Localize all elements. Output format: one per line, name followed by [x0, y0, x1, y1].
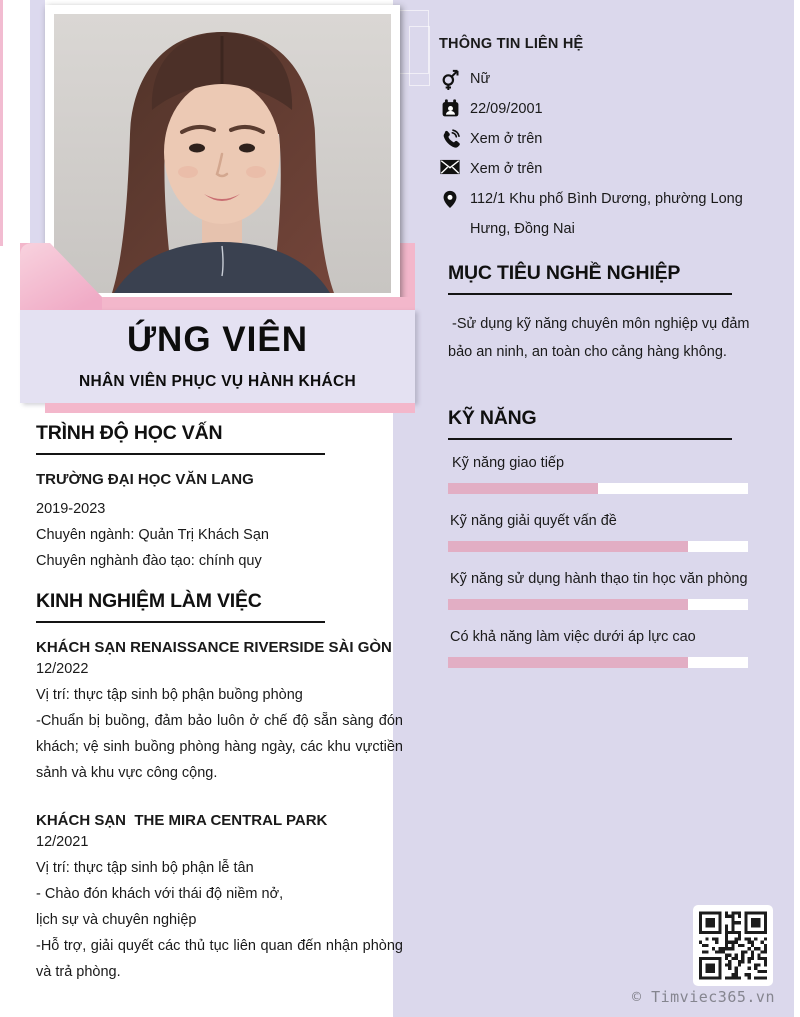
email-value: Xem ở trên [470, 161, 543, 177]
skill-bar-track [448, 657, 748, 668]
skill-bar-fill [448, 541, 688, 552]
phone-value: Xem ở trên [470, 131, 543, 147]
education-program: Chuyên nghành đào tạo: chính quy [36, 553, 262, 569]
qr-code [693, 905, 773, 986]
job-position: Vị trí: thực tập sinh bộ phận lễ tân [36, 860, 254, 876]
skill-bar-fill [448, 657, 688, 668]
gender-icon [439, 64, 461, 91]
objective-text: -Sử dụng kỹ năng chuyên môn nghiệp vụ đảm bảo an ninh, an toàn cho cảng hàng không. [448, 316, 750, 360]
job-details-line: lịch sự và chuyên nghiệp [36, 912, 197, 928]
skill-label: Kỹ năng giải quyết vấn đề [450, 513, 617, 529]
education-period: 2019-2023 [36, 501, 106, 517]
skill-bar-fill [448, 599, 688, 610]
job-position: Vị trí: thực tập sinh bộ phận buồng phòng [36, 687, 303, 703]
heading-underline [36, 621, 325, 623]
ribbon-fold [20, 243, 102, 310]
education-heading: TRÌNH ĐỘ HỌC VẤN [36, 422, 223, 444]
job-date: 12/2022 [36, 661, 89, 677]
job-details: -Hỗ trợ, giải quyết các thủ tục liên quan đến nhận phòng và trả phòng. [36, 938, 403, 980]
job-details: -Chuẩn bị buồng, đảm bảo luôn ở chế độ sẵn sàng đón khách; vệ sinh buồng phòng hàng ngày, các khu vựctiền sảnh và khu vực công cộng. [36, 713, 403, 781]
skill-bar-fill [448, 483, 598, 494]
experience-section [36, 590, 403, 985]
photo-back-strip [30, 0, 45, 243]
skill-label: Kỹ năng giao tiếp [452, 455, 565, 471]
school-name: TRƯỜNG ĐẠI HỌC VĂN LANG [36, 471, 254, 488]
skill-label: Có khả năng làm việc dưới áp lực cao [450, 629, 696, 645]
ribbon-bottom-strip [45, 403, 415, 413]
skill-bar-track [448, 599, 748, 610]
job-details-line: - Chào đón khách với thái độ niềm nở, [36, 886, 284, 902]
objective-heading: MỤC TIÊU NGHỀ NGHIỆP [448, 262, 681, 284]
watermark: © Timviec365.vn [632, 988, 775, 1006]
contact-row-phone [439, 124, 759, 154]
left-edge-accent [0, 0, 3, 246]
calendar-icon [439, 94, 461, 118]
skills-heading: KỸ NĂNG [448, 407, 537, 429]
contact-row-email [439, 154, 759, 184]
phone-icon [439, 124, 461, 149]
mail-icon [439, 154, 461, 175]
right-panel [393, 0, 794, 1017]
contact-section [439, 36, 759, 244]
heading-underline [36, 453, 325, 455]
contact-heading: THÔNG TIN LIÊN HỆ [439, 36, 584, 52]
skill-bar-track [448, 483, 748, 494]
company-name: KHÁCH SẠN RENAISSANCE RIVERSIDE SÀI GÒN [36, 639, 392, 656]
contact-row-address [439, 184, 759, 244]
education-major: Chuyên ngành: Quản Trị Khách Sạn [36, 527, 269, 543]
address-value: 112/1 Khu phố Bình Dương, phường Long Hưng, Đồng Nai [470, 191, 743, 237]
job-date: 12/2021 [36, 834, 89, 850]
location-icon [439, 184, 461, 211]
heading-underline [448, 293, 732, 295]
experience-heading: KINH NGHIỆM LÀM VIỆC [36, 590, 262, 612]
candidate-name: ỨNG VIÊN [127, 320, 308, 359]
skill-bar-track [448, 541, 748, 552]
skills-section [448, 407, 758, 668]
contact-row-gender [439, 64, 759, 94]
birthdate-value: 22/09/2001 [470, 101, 543, 117]
skill-label: Kỹ năng sử dụng hành thạo tin học văn phòng [450, 571, 748, 587]
objective-section [448, 262, 754, 366]
applied-position: NHÂN VIÊN PHỤC VỤ HÀNH KHÁCH [78, 373, 357, 390]
name-banner [20, 310, 415, 403]
contact-row-birthdate [439, 94, 759, 124]
education-section [36, 422, 403, 574]
company-name: KHÁCH SẠN THE MIRA CENTRAL PARK [36, 812, 328, 829]
gender-value: Nữ [470, 71, 491, 87]
decorative-rectangle [409, 26, 430, 86]
portrait-illustration [54, 14, 391, 293]
heading-underline [448, 438, 732, 440]
